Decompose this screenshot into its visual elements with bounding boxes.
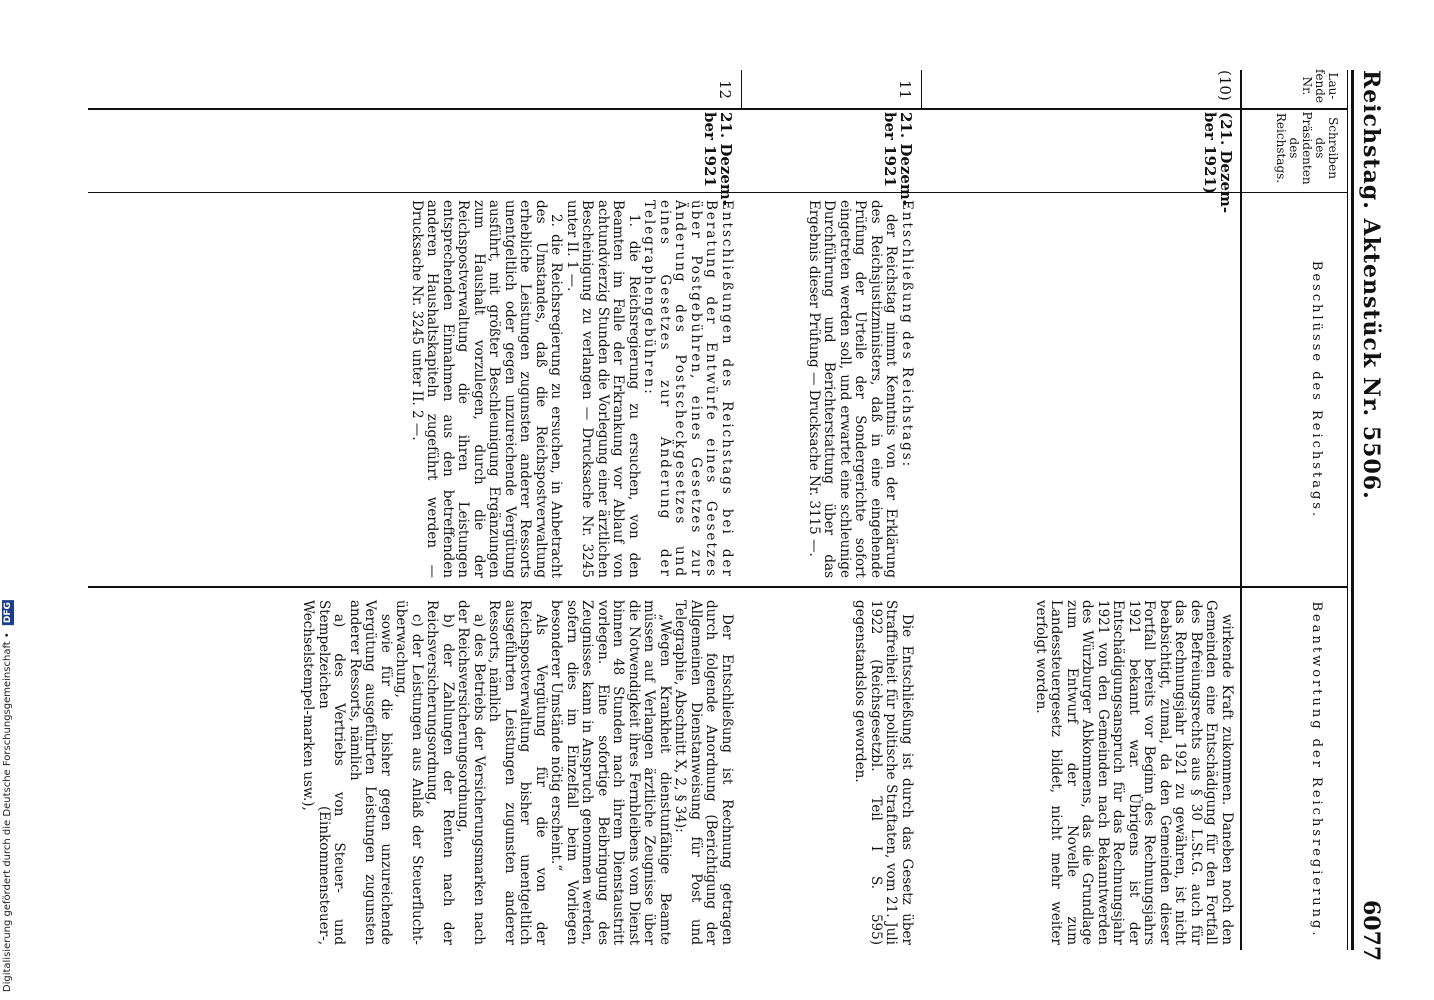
row-12-answer-paragraph-3: sowie für die bisher gegen unzureichende Vergütung ausgeführten Leistungen zugunsten anderer Ressorts, nämlich bbox=[347, 600, 394, 945]
row-10-number: (10) bbox=[1216, 70, 1234, 101]
row-11-number: 11 bbox=[896, 80, 914, 100]
row-12-resolution-heading: Entschließungen des Reichstags bei der Beratung der Entwürfe eines Gesetzes über Postgebühren, eines Gesetzes zur Änderung des Postscheckgesetzes und eines Gesetzes zur Änderung der Telegraphengebühren: bbox=[641, 200, 735, 578]
row-12-answer-paragraph-1: Der Entschließung ist Rechnung getragen durch folgende Anordnung (Berichtigung der Allgemeinen Dienstanweisung für Post und Telegraphie, Abschnitt X, 2, § 34): bbox=[672, 600, 735, 945]
row-12-answer-paragraph-2: Als Vergütung für die von der Reichspostverwaltung bisher unentgeltlich ausgeführten Leistungen zugunsten anderer Ressorts, nämlich bbox=[486, 600, 549, 945]
row-divider-11 bbox=[921, 70, 922, 108]
column-header-laufende-nr: Lau- fende Nr. bbox=[1300, 68, 1340, 104]
row-12-date: 21. Dezem- ber 1921 bbox=[701, 112, 735, 207]
footer-text: Digitalisierung gefördert durch die Deutsche Forschungsgemeinschaft • bbox=[2, 632, 13, 992]
dfg-logo: DFG bbox=[3, 601, 13, 623]
column-divider-3 bbox=[88, 586, 1348, 588]
row-12-number: 12 bbox=[716, 80, 734, 100]
digitization-footer bbox=[2, 600, 14, 992]
row-11-resolution-text: der Reichstag nimmt Kenntnis von der Erklärung des Reichsjustizministers, daß in eine eingehende Prüfung der Urteile der Sondergerichte sofort eingetreten werden soll, und erwartet eine schleunige Durchführung und Berichterstattung über das Ergebnis dieser Prüfung — Drucksache Nr. 3115 —. bbox=[806, 200, 900, 578]
column-header-beantwortung: Beantwortung der Reichsregierung. bbox=[1309, 601, 1324, 939]
row-11-answer-paragraph: Die Entschließung ist durch das Gesetz über Straffreiheit für politische Straftaten, vom 21. Juli 1922 (Reichsgesetzbl. Teil I S. 595) gegenstandslos geworden. bbox=[852, 600, 915, 945]
row-12-answer-item-a: a) des Betriebs der Versicherungsmarken nach der Reichsversicherungsordnung, bbox=[455, 600, 487, 945]
row-11-answer bbox=[852, 600, 914, 945]
row-12-answer-item-c: c) der Leistungen aus Anlaß der Steuerflucht-überwachung, bbox=[393, 600, 425, 945]
row-11-resolution-heading: Entschließung des Reichstags: bbox=[899, 200, 915, 469]
row-12-answer-quote: „Wegen Krankheit dienstunfähige Beamte müssen auf Verlangen ärztliche Zeugnisse über die Notwendigkeit ihres Fernbleibens vom Dienst binnen 48 Stunden nach ihrem Dienstaustritt vorlegen. Eine sofortige Beibringung des Zeugnisses kann in Anspruch genommen werden, sofern dies im Einzelfall beim Vorliegen besonderer Umstände nötig erscheint.“ bbox=[548, 600, 673, 945]
row-divider-12 bbox=[741, 70, 742, 108]
row-12-resolution bbox=[409, 200, 735, 578]
row-11-date: 21. Dezem- ber 1921 bbox=[881, 112, 915, 207]
row-12-answer-item-a2: a) des Vertriebs von Steuer- und Stempelzeichen (Einkommensteuer-, Wechselstempel-marken usw.), bbox=[300, 600, 348, 945]
row-12-answer-item-b: b) der Zahlungen der Renten nach der Reichsversicherungsordnung, bbox=[424, 600, 456, 945]
row-10-date: (21. Dezem- ber 1921) bbox=[1201, 112, 1235, 214]
row-12-resolution-item-2: 2. die Reichsregierung zu ersuchen, in Anbetracht des Umstandes, daß die Reichspostverwaltung erhebliche Leistungen zugunsten anderer Ressorts unentgeltlich oder gegen unzureichende Vergütung ausführt, mit größter Beschleunigung Ergänzungen zum Haushalt vorzulegen, durch die der Reichspostverwaltung die ihren Leistungen entsprechenden Einnahmen aus den betreffenden anderen Haushaltskapiteln zugeführt werden — Drucksache Nr. 3245 unter II. 2 —. bbox=[409, 200, 565, 578]
page-number: 6077 bbox=[1358, 900, 1384, 962]
column-header-beschluesse: Beschlüsse des Reichstags. bbox=[1309, 260, 1324, 520]
row-12-answer bbox=[300, 600, 734, 945]
header-bottom-rule bbox=[1240, 70, 1242, 950]
row-10-answer-paragraph: wirkende Kraft zukommen. Daneben noch den Gemeinden eine Entschädigung für den Fortfall des Befreiungsrechts aus § 30 L.St.G. auch für das Rechnungsjahr 1921 zu gewähren, ist nicht beabsichtigt, zumal, da den Gemeinden dieser Fortfall bereits vor Beginn des Rechnungsjahrs 1921 bekannt war. Übrigens ist der Entschädigungsanspruch für das Rechnungsjahr 1921 von den Gemeinden nach Bekanntwerden des Würzburger Abkommens, das die Grundlage zum Entwurf der Novelle zum Landessteuergesetz bildet, nicht mehr weiter verfolgt worden. bbox=[1033, 600, 1235, 945]
row-12-resolution-item-1: 1. die Reichsregierung zu ersuchen, von den Beamten im Falle der Erkrankung vor Ablauf von achtundvierzig Stunden die Vorlegung einer ärztlichen Bescheinigung zu verlangen — Drucksache Nr. 3245 unter II. 1 —. bbox=[564, 200, 642, 578]
column-divider-1 bbox=[88, 108, 1348, 110]
top-double-rule-thin bbox=[1347, 70, 1348, 950]
column-header-schreiben: Schreiben des Präsidenten des Reichstags. bbox=[1274, 111, 1340, 185]
row-10-answer bbox=[1033, 600, 1235, 945]
top-double-rule bbox=[1351, 70, 1354, 950]
row-11-resolution bbox=[806, 200, 915, 578]
page-title: Reichstag. Aktenstück Nr. 5506. bbox=[1358, 70, 1384, 500]
